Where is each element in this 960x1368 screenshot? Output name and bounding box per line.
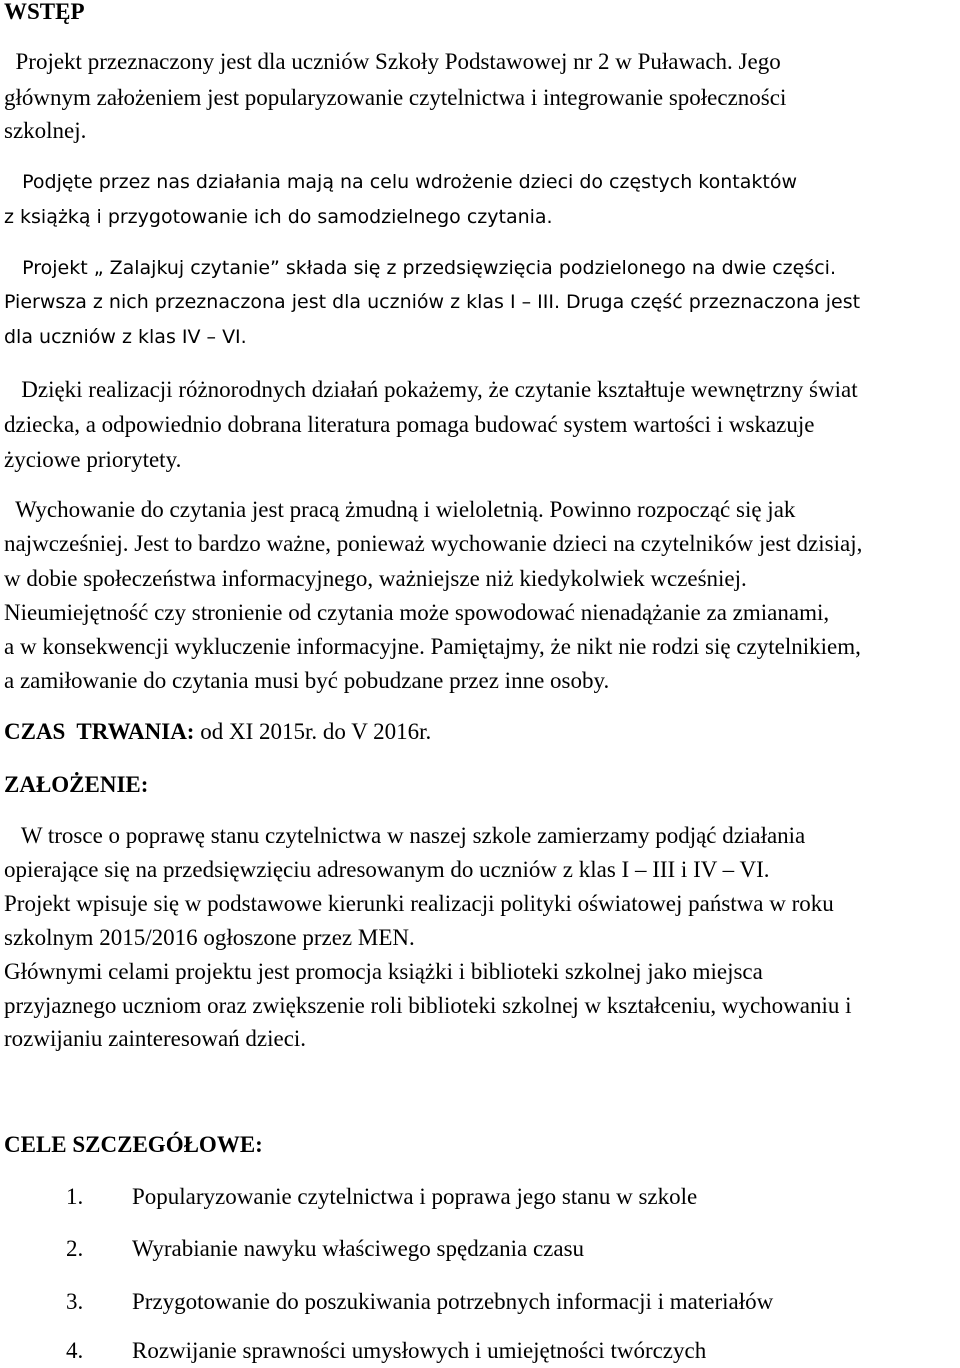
- paragraph-5-line: w dobie społeczeństwa informacyjnego, ważniejsze niż kiedykolwiek wcześniej.: [4, 566, 747, 591]
- paragraph-5-line: a zamiłowanie do czytania musi być pobudzane przez inne osoby.: [4, 668, 610, 693]
- paragraph-1-line: szkolnej.: [4, 118, 87, 143]
- goal-number: 2.: [66, 1236, 84, 1261]
- paragraph-1-line: głównym założeniem jest popularyzowanie czytelnictwa i integrowanie społeczności: [4, 85, 787, 110]
- paragraph-6-line: Głównymi celami projektu jest promocja książki i biblioteki szkolnej jako miejsca: [4, 959, 763, 984]
- duration-line: [4, 720, 431, 743]
- paragraph-5-line: Wychowanie do czytania jest pracą żmudną i wieloletnią. Powinno rozpocząć się jak: [4, 497, 796, 522]
- heading-zalozenie: ZAŁOŻENIE:: [4, 772, 149, 797]
- goal-number: 4.: [66, 1338, 84, 1363]
- paragraph-6-line: opierające się na przedsięwzięciu adresowanym do uczniów z klas I – III i IV – VI.: [4, 857, 770, 882]
- paragraph-3-line: Pierwsza z nich przeznaczona jest dla uczniów z klas I – III. Druga część przeznaczona jest: [4, 291, 861, 313]
- goal-number: 3.: [66, 1289, 84, 1314]
- paragraph-4-line: Dzięki realizacji różnorodnych działań pokażemy, że czytanie kształtuje wewnętrzny świat: [4, 377, 858, 402]
- goal-text: Rozwijanie sprawności umysłowych i umiejętności twórczych: [132, 1338, 707, 1363]
- paragraph-6-line: Projekt wpisuje się w podstawowe kierunki realizacji polityki oświatowej państwa w roku: [4, 891, 834, 916]
- goal-text: Wyrabianie nawyku właściwego spędzania czasu: [132, 1236, 585, 1261]
- duration-label: CZAS TRWANIA:: [4, 719, 195, 744]
- paragraph-5-line: a w konsekwencji wykluczenie informacyjne. Pamiętajmy, że nikt nie rodzi się czytelnikiem,: [4, 634, 861, 659]
- paragraph-1-line: Projekt przeznaczony jest dla uczniów Szkoły Podstawowej nr 2 w Puławach. Jego: [4, 49, 781, 74]
- paragraph-4-line: życiowe priorytety.: [4, 447, 182, 472]
- paragraph-6-line: przyjaznego uczniom oraz zwiększenie roli biblioteki szkolnej w kształceniu, wychowaniu i: [4, 993, 852, 1018]
- paragraph-2-line: Podjęte przez nas działania mają na celu wdrożenie dzieci do częstych kontaktów: [4, 171, 797, 193]
- goal-text: Przygotowanie do poszukiwania potrzebnych informacji i materiałów: [132, 1289, 774, 1314]
- paragraph-3-line: Projekt „ Zalajkuj czytanie” składa się z przedsięwzięcia podzielonego na dwie części.: [4, 257, 837, 279]
- paragraph-5-line: Nieumiejętność czy stronienie od czytania może spowodować nienadążanie za zmianami,: [4, 600, 830, 625]
- heading-wstep: WSTĘP: [4, 0, 85, 24]
- duration-value: od XI 2015r. do V 2016r.: [194, 719, 432, 744]
- goal-text: Popularyzowanie czytelnictwa i poprawa jego stanu w szkole: [132, 1184, 698, 1209]
- heading-cele: CELE SZCZEGÓŁOWE:: [4, 1132, 263, 1157]
- paragraph-2-line: z książką i przygotowanie ich do samodzielnego czytania.: [4, 206, 553, 228]
- paragraph-6-line: rozwijaniu zainteresowań dzieci.: [4, 1026, 307, 1051]
- paragraph-3-line: dla uczniów z klas IV – VI.: [4, 326, 247, 348]
- paragraph-6-line: szkolnym 2015/2016 ogłoszone przez MEN.: [4, 925, 415, 950]
- paragraph-5-line: najwcześniej. Jest to bardzo ważne, ponieważ wychowanie dzieci na czytelników jest dzisiaj,: [4, 531, 863, 556]
- goal-number: 1.: [66, 1184, 84, 1209]
- paragraph-4-line: dziecka, a odpowiednio dobrana literatura pomaga budować system wartości i wskazuje: [4, 412, 815, 437]
- paragraph-6-line: W trosce o poprawę stanu czytelnictwa w naszej szkole zamierzamy podjąć działania: [4, 823, 806, 848]
